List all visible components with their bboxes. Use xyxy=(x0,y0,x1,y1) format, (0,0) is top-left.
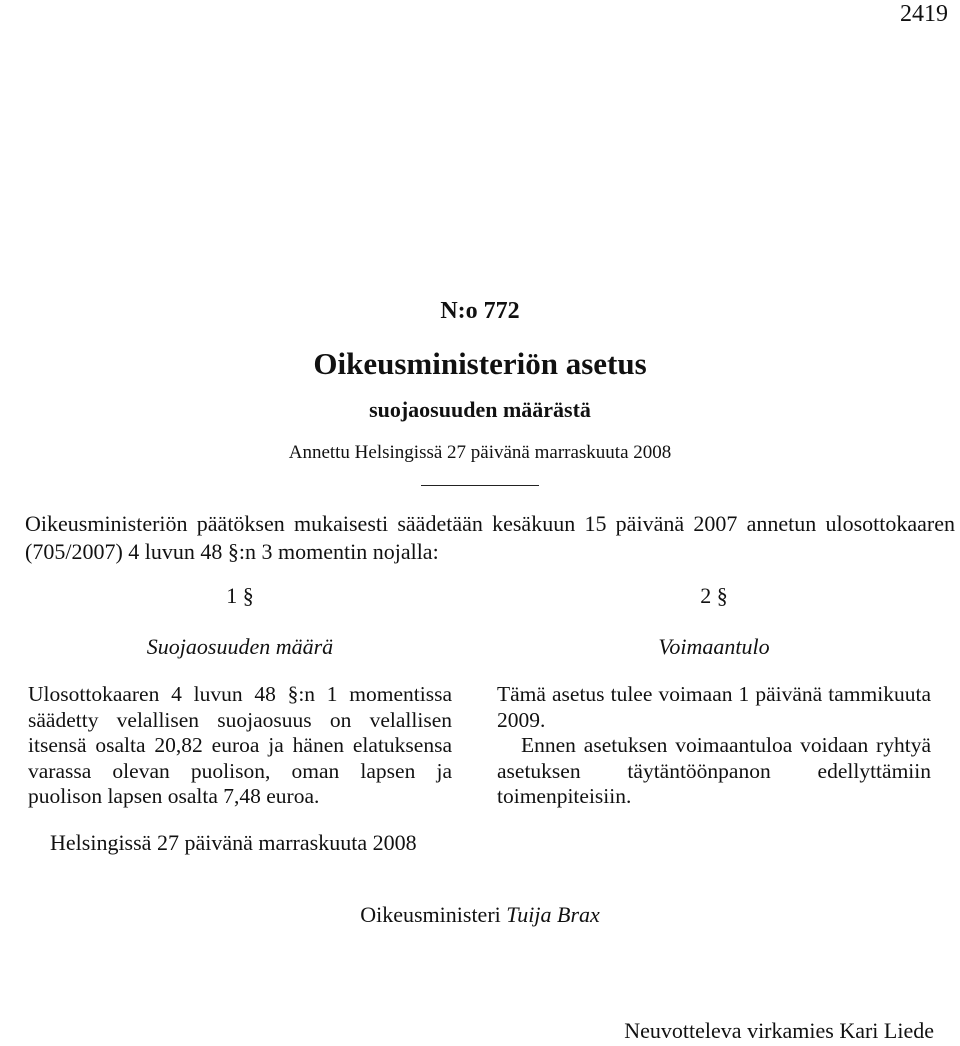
section-2-column xyxy=(497,580,931,810)
section-2-text xyxy=(497,682,931,810)
document-title: Oikeusministeriön asetus xyxy=(313,346,647,381)
section-1-text xyxy=(28,682,452,810)
preamble: Oikeusministeriön päätöksen mukaisesti säädetään kesäkuun 15 päivänä 2007 annetun ulosottokaaren (705/2007) 4 luvun 48 §:n 3 momentin nojalla: xyxy=(25,511,955,564)
title-divider xyxy=(421,485,539,486)
document-subtitle: suojaosuuden määrästä xyxy=(369,397,591,422)
minister-signature xyxy=(0,900,960,930)
statute-number: N:o 772 xyxy=(440,298,520,324)
minister-name: Tuija Brax xyxy=(506,902,600,927)
section-1-number: 1 § xyxy=(226,583,254,608)
page-number: 2419 xyxy=(900,1,948,27)
section-1-paragraph-1: Ulosottokaaren 4 luvun 48 §:n 1 momentissa säädetty velallisen suojaosuus on velallisen itsensä osalta 20,82 euroa ja hänen elatuksensa varassa olevan puolison, oman lapsen ja puolison lapsen osalta 7,48 euroa. xyxy=(28,682,452,808)
minister-title: Oikeusministeri xyxy=(360,902,501,927)
section-2-paragraph-2: Ennen asetuksen voimaantuloa voidaan ryhtyä asetuksen täytäntöönpanon edellyttämiin toimenpiteisiin. xyxy=(497,733,931,808)
section-2-number: 2 § xyxy=(700,583,728,608)
section-2-paragraph-1: Tämä asetus tulee voimaan 1 päivänä tammikuuta 2009. xyxy=(497,682,931,732)
given-date-line: Annettu Helsingissä 27 päivänä marraskuuta 2008 xyxy=(288,442,672,463)
section-1-column xyxy=(28,580,452,810)
section-1-heading: Suojaosuuden määrä xyxy=(146,634,334,659)
signing-place-date: Helsingissä 27 päivänä marraskuuta 2008 xyxy=(50,830,417,855)
official-signature: Neuvotteleva virkamies Kari Liede xyxy=(624,1018,934,1043)
section-2-heading: Voimaantulo xyxy=(658,634,770,659)
